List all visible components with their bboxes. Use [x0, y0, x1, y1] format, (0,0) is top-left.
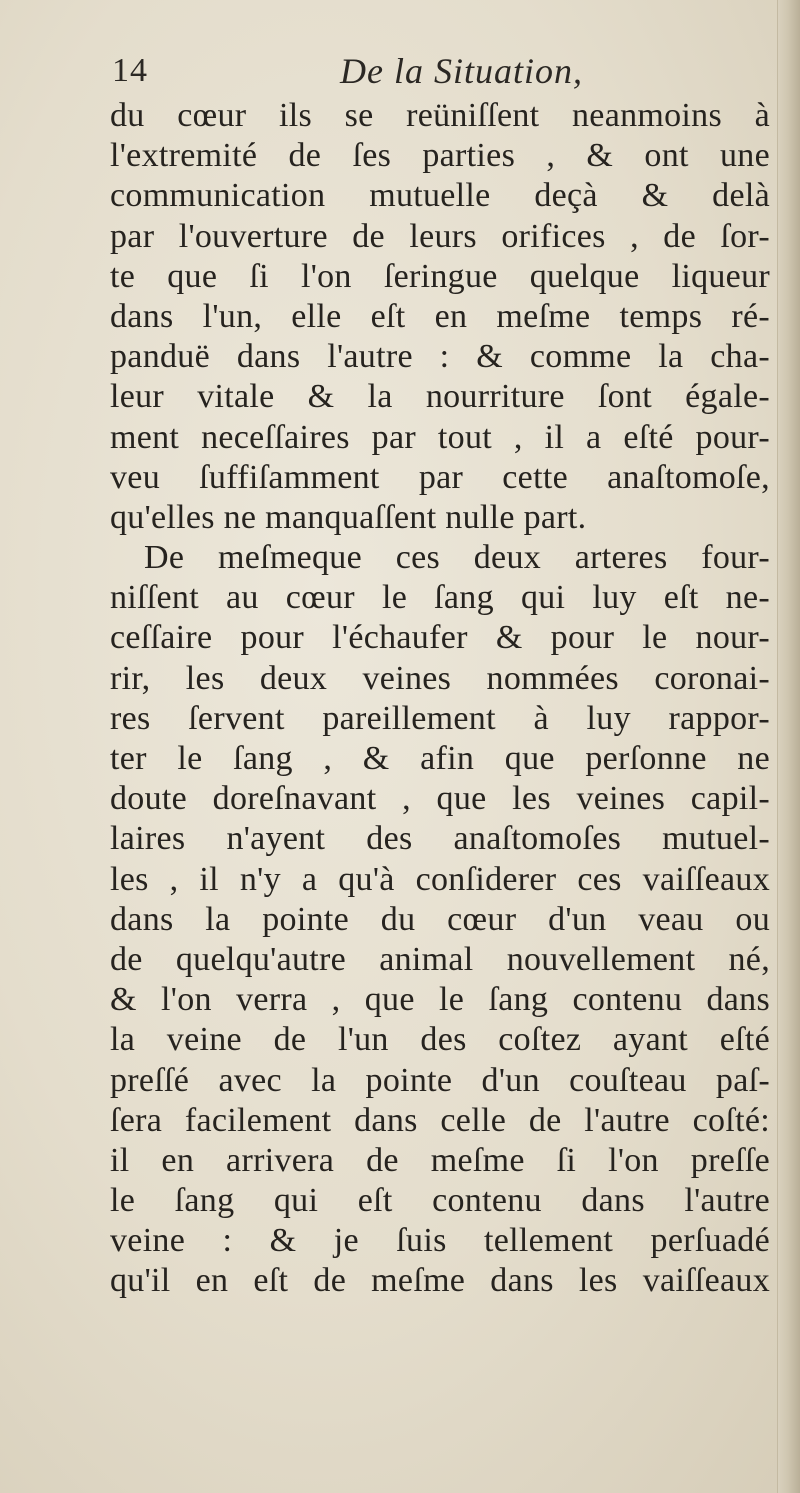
text-line: laires n'ayent des anaſtomoſes mutuel-	[110, 820, 770, 858]
text-line: ſera facilement dans celle de l'autre coſté:	[110, 1101, 770, 1139]
body-text	[110, 96, 770, 1302]
text-line: le ſang qui eſt contenu dans l'autre	[110, 1182, 770, 1220]
text-line: res ſervent pareillement à luy rappor-	[110, 699, 770, 737]
text-line: qu'elles ne manquaſſent nulle part.	[110, 498, 587, 536]
text-line: du cœur ils se reüniſſent neanmoins à	[110, 97, 770, 134]
text-line: leur vitale & la nourriture ſont égale-	[110, 378, 770, 416]
text-line: preſſé avec la pointe d'un couſteau paſ-	[110, 1061, 770, 1099]
text-line: veine : & je ſuis tellement perſuadé	[110, 1222, 770, 1260]
text-line: ment neceſſaires par tout , il a eſté pour-	[110, 418, 770, 456]
text-line: la veine de l'un des coſtez ayant eſté	[110, 1021, 770, 1059]
text-line: l'extremité de ſes parties , & ont une	[110, 137, 770, 175]
text-line: par l'ouverture de leurs orifices , de ſor-	[110, 217, 770, 255]
text-line: ter le ſang , & afin que perſonne ne	[110, 740, 770, 777]
text-line: & l'on verra , que le ſang contenu dans	[110, 981, 770, 1019]
text-line: dans l'un, elle eſt en meſme temps ré-	[110, 297, 770, 335]
page-header	[106, 52, 766, 102]
text-line: niſſent au cœur le ſang qui luy eſt ne-	[110, 579, 770, 617]
text-line: rir, les deux veines nommées coronai-	[110, 659, 770, 697]
text-line: doute doreſnavant , que les veines capil-	[110, 780, 770, 818]
text-line: panduë dans l'autre : & comme la cha-	[110, 338, 770, 376]
text-line: veu ſuffiſamment par cette anaſtomoſe,	[110, 458, 770, 496]
text-line: qu'il en eſt de meſme dans les vaiſſeaux	[110, 1262, 770, 1300]
text-line: ceſſaire pour l'échaufer & pour le nour-	[110, 619, 770, 657]
text-line: il en arrivera de meſme ſi l'on preſſe	[110, 1141, 770, 1179]
text-line: De meſmeque ces deux arteres four-	[144, 539, 770, 577]
text-line: de quelqu'autre animal nouvellement né,	[110, 940, 770, 978]
text-line: les , il n'y a qu'à conſiderer ces vaiſſeaux	[110, 860, 770, 898]
text-line: dans la pointe du cœur d'un veau ou	[110, 900, 770, 938]
text-line: te que ſi l'on ſeringue quelque liqueur	[110, 257, 770, 295]
running-title: De la Situation,	[340, 51, 583, 91]
page-number: 14	[112, 52, 148, 89]
text-line: communication mutuelle deçà & delà	[110, 177, 770, 215]
page-edge	[777, 0, 800, 1493]
